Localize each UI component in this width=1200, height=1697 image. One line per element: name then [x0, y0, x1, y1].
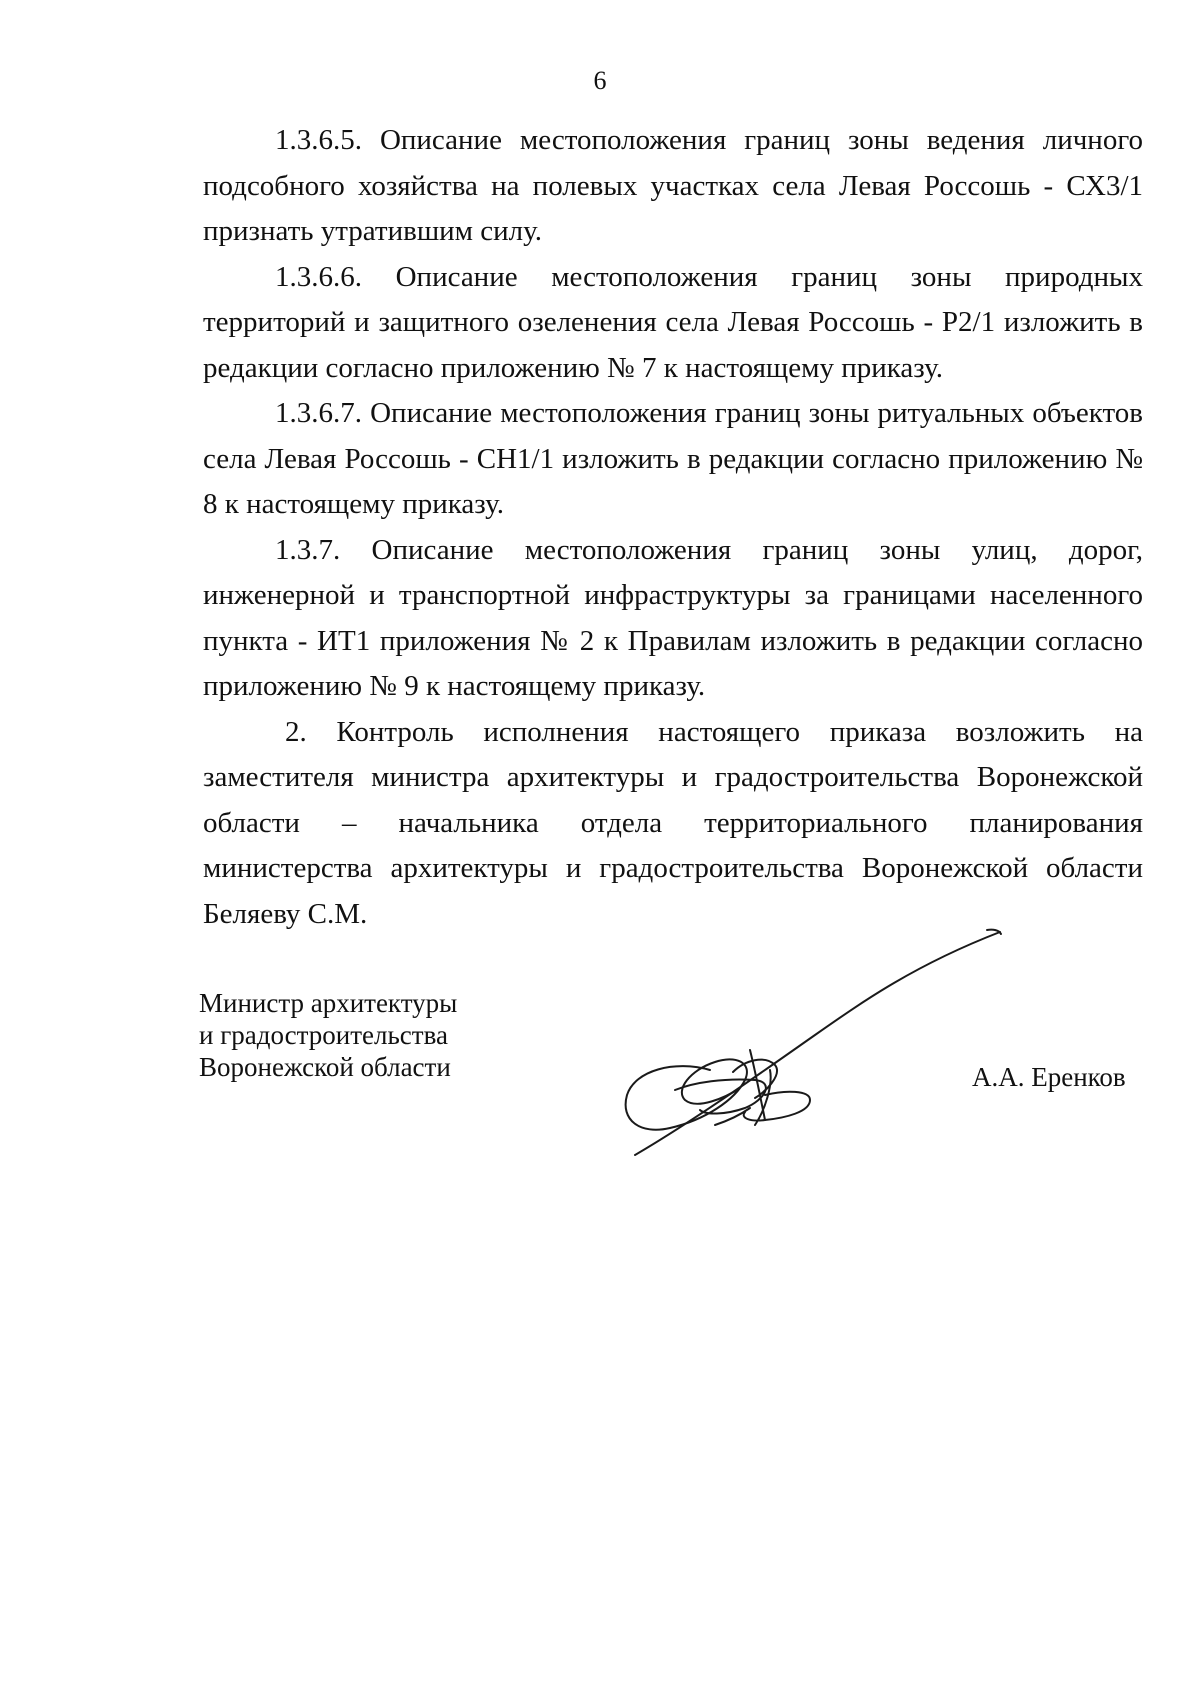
paragraph-1-3-6-6: 1.3.6.6. Описание местоположения границ зоны природных территорий и защитного озеленения села Левая Россошь - Р2/1 изложить в редакции согласно приложению № 7 к настоящему приказу. — [203, 260, 1143, 384]
paragraph-2: 2. Контроль исполнения настоящего приказа возложить на заместителя министра архитектуры и градостроительства Воронежской области – начальника отдела территориального планирования министерства архитектуры и градостроительства Воронежской области Беляеву С.М. — [203, 715, 1143, 930]
signatory-title-line-1: Министр архитектуры — [199, 988, 458, 1018]
signatory-title-line-2: и градостроительства — [199, 1020, 448, 1050]
paragraph-1-3-7: 1.3.7. Описание местоположения границ зоны улиц, дорог, инженерной и транспортной инфраструктуры за границами населенного пункта - ИТ1 приложения № 2 к Правилам изложить в редакции согласно приложению № 9 к настоящему приказу. — [203, 533, 1143, 702]
page-number: 6 — [593, 66, 607, 95]
paragraph-1-3-6-7: 1.3.6.7. Описание местоположения границ зоны ритуальных объектов села Левая Россошь - СН1/1 изложить в редакции согласно приложению № 8 к настоящему приказу. — [203, 397, 1143, 520]
paragraph-1-3-6-5: 1.3.6.5. Описание местоположения границ зоны ведения личного подсобного хозяйства на полевых участках села Левая Россошь - СХ3/1 признать утратившим силу. — [203, 124, 1143, 247]
handwritten-signature — [615, 920, 1015, 1170]
signatory-title-line-3: Воронежской области — [199, 1052, 451, 1082]
signatory-title — [199, 987, 457, 1083]
signatory-name: А.А. Еренков — [972, 1062, 1126, 1092]
document-body — [203, 118, 1143, 937]
